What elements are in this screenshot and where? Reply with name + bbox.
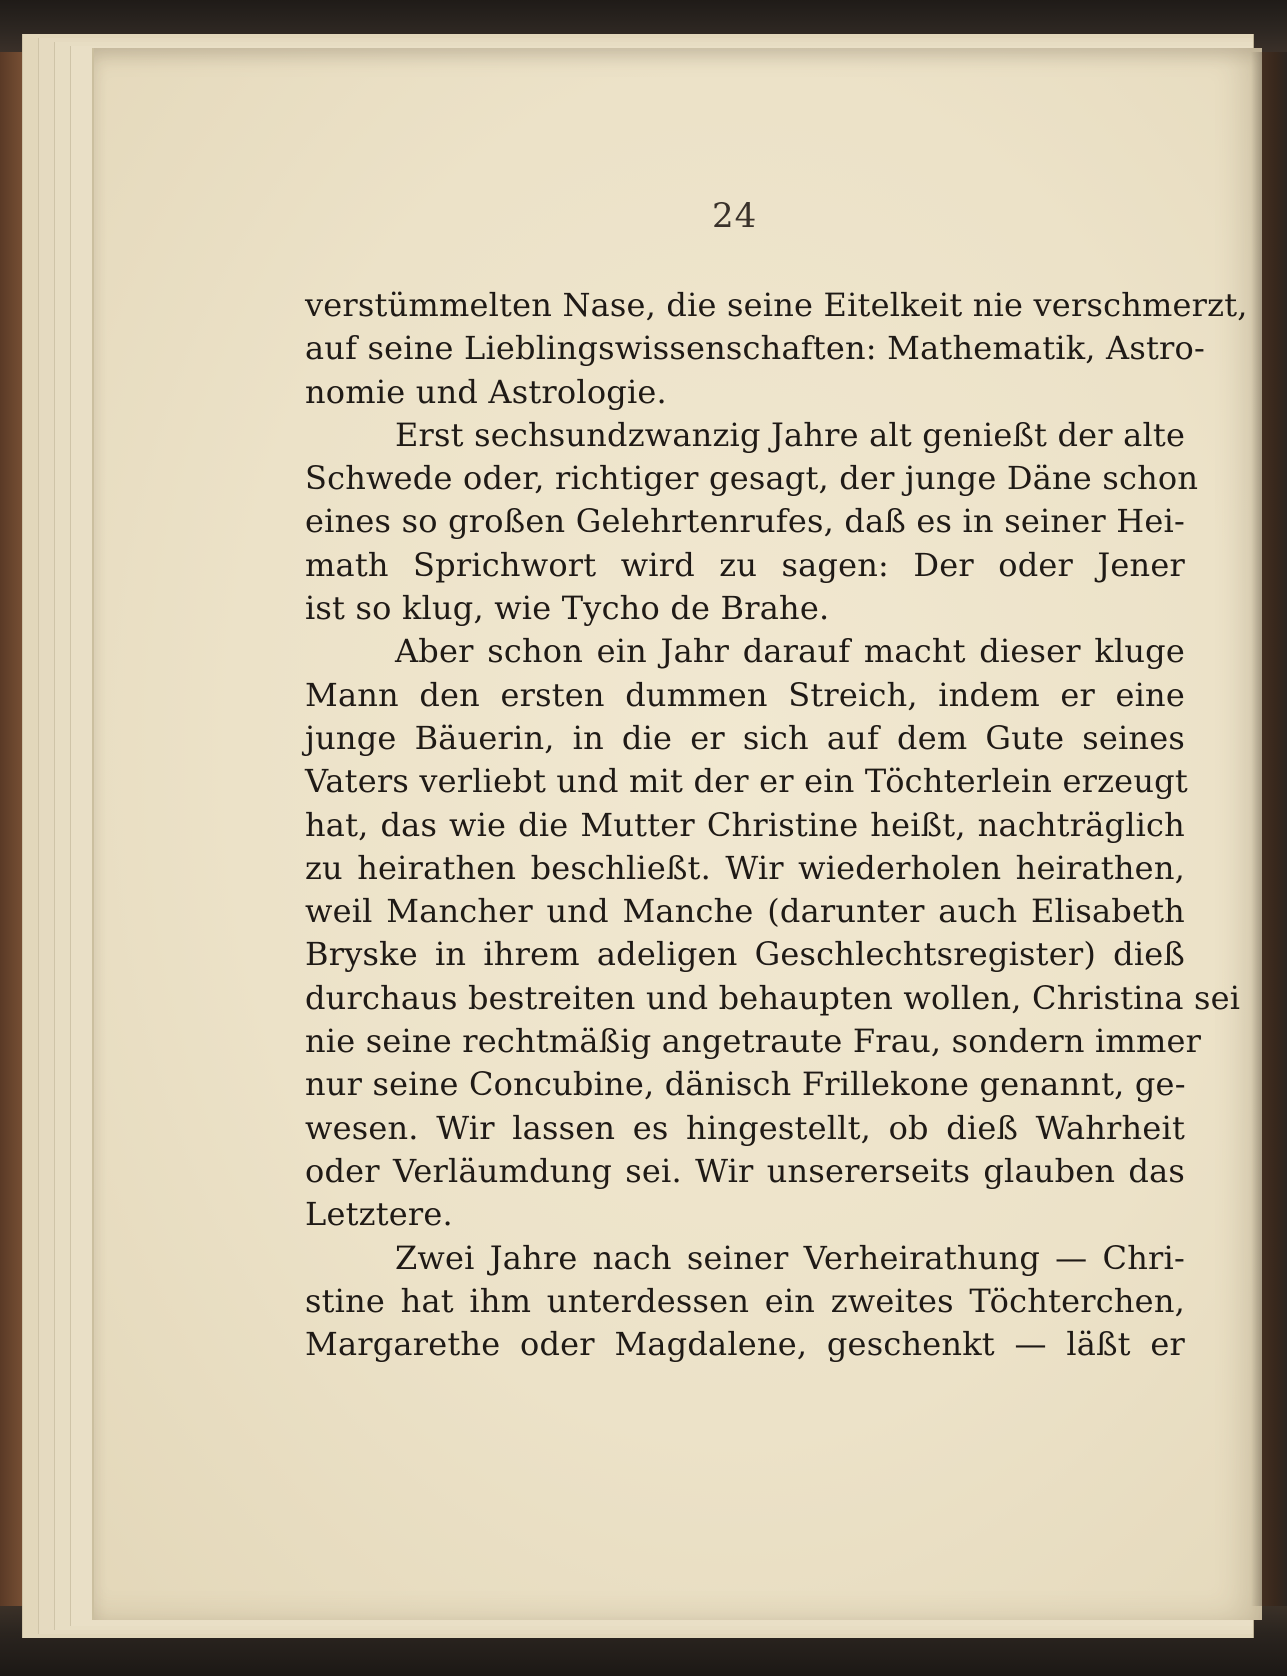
- text-line: junge Bäuerin, in die er sich auf dem Gute seines: [305, 718, 1185, 757]
- text-line: nie seine rechtmäßig angetraute Frau, sondern immer: [305, 1022, 1202, 1061]
- text-line: eines so großen Gelehrtenrufes, daß es in seiner Hei-: [305, 502, 1185, 541]
- text-line: Bryske in ihrem adeligen Geschlechtsregister) dieß: [305, 935, 1185, 974]
- text-line: oder Verläumdung sei. Wir unsererseits glauben das: [305, 1151, 1185, 1190]
- body-text: [305, 284, 1248, 1366]
- text-line: stine hat ihm unterdessen ein zweites Töchterchen,: [305, 1281, 1185, 1320]
- text-line: Margarethe oder Magdalene, geschenkt — läßt er: [305, 1325, 1185, 1364]
- text-line: math Sprichwort wird zu sagen: Der oder Jener: [305, 545, 1185, 584]
- text-line: wesen. Wir lassen es hingestellt, ob dieß Wahrheit: [305, 1108, 1185, 1147]
- text-line: nur seine Concubine, dänisch Frillekone genannt, ge-: [305, 1065, 1186, 1104]
- text-line: Zwei Jahre nach seiner Verheirathung — Chri-: [395, 1238, 1185, 1277]
- text-line: hat, das wie die Mutter Christine heißt, nachträglich: [305, 805, 1185, 844]
- text-line: auf seine Lieblingswissenschaften: Mathematik, Astro-: [305, 329, 1206, 368]
- text-line: nomie und Astrologie.: [305, 372, 667, 411]
- gutter-shadow: [1251, 52, 1287, 1606]
- page-number: 24: [712, 196, 758, 236]
- text-line: Schwede oder, richtiger gesagt, der junge Däne schon: [305, 459, 1199, 498]
- text-line: Mann den ersten dummen Streich, indem er eine: [305, 675, 1185, 714]
- text-line: verstümmelten Nase, die seine Eitelkeit nie verschmerzt,: [305, 286, 1248, 324]
- text-line: zu heirathen beschließt. Wir wiederholen heirathen,: [305, 848, 1185, 887]
- text-line: weil Mancher und Manche (darunter auch Elisabeth: [305, 892, 1185, 931]
- text-line: ist so klug, wie Tycho de Brahe.: [305, 589, 830, 628]
- text-line: durchaus bestreiten und behaupten wollen, Christina sei: [305, 978, 1241, 1017]
- text-line: Aber schon ein Jahr darauf macht dieser kluge: [395, 632, 1185, 671]
- text-line: Letztere.: [305, 1195, 453, 1234]
- text-line: Erst sechsundzwanzig Jahre alt genießt der alte: [395, 415, 1186, 454]
- text-line: Vaters verliebt und mit der er ein Töchterlein erzeugt: [305, 762, 1188, 801]
